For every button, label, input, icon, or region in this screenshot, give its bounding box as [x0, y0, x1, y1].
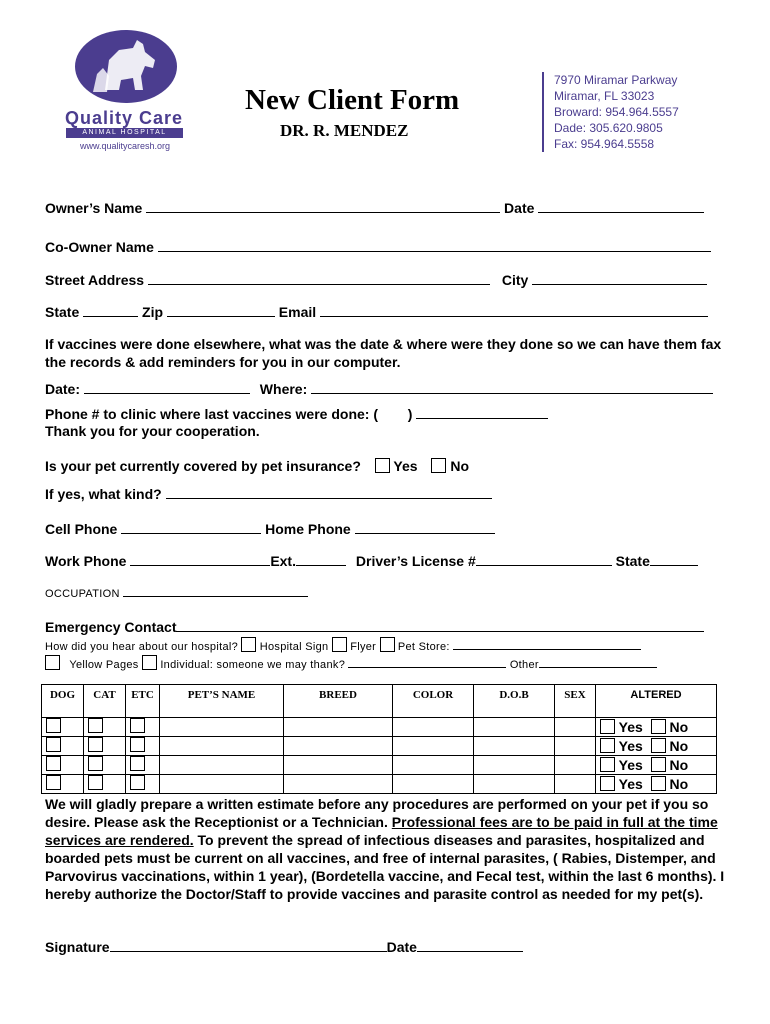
table-row [42, 756, 717, 775]
sex-cell[interactable] [555, 756, 596, 775]
doctor-name: DR. R. MENDEZ [280, 121, 409, 140]
date-label: Date [504, 200, 535, 216]
address-line: Miramar, FL 33023 [554, 89, 655, 103]
col-color: COLOR [393, 685, 474, 718]
signature-date-label: Date [386, 939, 417, 955]
other-label: Other [509, 659, 539, 671]
cat-checkbox[interactable] [88, 775, 103, 790]
color-cell[interactable] [393, 718, 474, 737]
color-cell[interactable] [393, 737, 474, 756]
signature-date-field[interactable] [417, 938, 523, 952]
breed-cell[interactable] [284, 775, 393, 794]
pet-store-field[interactable] [453, 639, 641, 650]
dob-cell[interactable] [474, 775, 555, 794]
pet-name-cell[interactable] [160, 737, 284, 756]
date-field[interactable] [538, 199, 704, 213]
clinic-phone-label: Phone # to clinic where last vaccines were done: ( [45, 406, 378, 422]
sex-cell[interactable] [555, 737, 596, 756]
dob-cell[interactable] [474, 718, 555, 737]
ext-label: Ext. [270, 553, 296, 569]
flyer-label: Flyer [350, 641, 377, 653]
ext-field[interactable] [296, 552, 346, 566]
work-phone-label: Work Phone [45, 553, 127, 569]
table-row [42, 775, 717, 794]
owner-name-label: Owner’s Name [45, 200, 143, 216]
pet-name-cell[interactable] [160, 756, 284, 775]
insurance-row [45, 458, 469, 474]
etc-checkbox[interactable] [130, 775, 145, 790]
etc-cell [126, 718, 160, 737]
individual-label: Individual: someone we may thank? [160, 659, 346, 671]
insurance-yes-checkbox[interactable] [375, 458, 390, 473]
insurance-question: Is your pet currently covered by pet insurance? [45, 458, 361, 474]
logo-url: www.qualitycaresh.org [80, 141, 171, 151]
altered-yes-checkbox[interactable] [600, 738, 615, 753]
form-title: New Client Form [245, 84, 460, 116]
altered-yes-checkbox[interactable] [600, 719, 615, 734]
col-etc: ETC [126, 685, 160, 718]
col-pet-name: PET’S NAME [160, 685, 284, 718]
sex-cell[interactable] [555, 775, 596, 794]
thanks-text: Thank you for your cooperation. [45, 423, 260, 439]
etc-cell [126, 737, 160, 756]
city-field[interactable] [532, 271, 707, 285]
dob-cell[interactable] [474, 756, 555, 775]
vaccine-date-label: Date: [45, 381, 81, 397]
insurance-kind-label: If yes, what kind? [45, 486, 162, 502]
dog-cell [42, 718, 84, 737]
clinic-phone-close: ) [407, 406, 413, 422]
color-cell[interactable] [393, 775, 474, 794]
dog-checkbox[interactable] [46, 718, 61, 733]
dog-checkbox[interactable] [46, 756, 61, 771]
license-state-field[interactable] [650, 552, 698, 566]
col-cat: CAT [84, 685, 126, 718]
emergency-field[interactable] [176, 618, 704, 632]
pets-table [41, 684, 717, 794]
breed-cell[interactable] [284, 718, 393, 737]
cat-checkbox[interactable] [88, 756, 103, 771]
state-field[interactable] [83, 303, 138, 317]
dog-checkbox[interactable] [46, 737, 61, 752]
table-row [42, 718, 717, 737]
emergency-row [45, 618, 704, 635]
dog-cell [42, 737, 84, 756]
etc-checkbox[interactable] [130, 737, 145, 752]
yellow-pages-checkbox[interactable] [45, 655, 60, 670]
breed-cell[interactable] [284, 737, 393, 756]
estimate-text-2: To prevent the spread of infectious diseases and parasites, hospitalized and boarded pets must be current on all vaccines, and free of internal parasites, ( Rabies, Distemper, and Parvovirus vaccinations, within 1 year), (Bordetella vaccine, and Fecal test, within the last 6 months). I hereby authorize the Doctor/Staff to provide vaccines and parasite control as needed for my pet(s). [45, 832, 725, 902]
etc-checkbox[interactable] [130, 756, 145, 771]
color-cell[interactable] [393, 756, 474, 775]
street-field[interactable] [148, 271, 490, 285]
occupation-field[interactable] [123, 586, 308, 597]
hospital-logo-emblem [75, 30, 177, 103]
estimate-text-1: We will gladly prepare a written estimate before any procedures are performed on your pet if you so desire. Please ask the Receptionist or a Technician. [45, 796, 709, 830]
occupation-label: OCCUPATION [45, 588, 120, 600]
etc-cell [126, 775, 160, 794]
insurance-kind-field[interactable] [166, 485, 492, 499]
co-owner-label: Co-Owner Name [45, 239, 154, 255]
co-owner-row [45, 238, 711, 255]
dog-cell [42, 756, 84, 775]
altered-no-label: No [669, 738, 689, 754]
owner-name-field[interactable] [146, 199, 500, 213]
cat-cell [84, 775, 126, 794]
estimate-paragraph [45, 795, 725, 903]
insurance-yes-label: Yes [393, 458, 418, 474]
referral-question: How did you hear about our hospital? [45, 641, 239, 653]
altered-no-checkbox[interactable] [651, 776, 666, 791]
other-field[interactable] [539, 657, 657, 668]
home-phone-field[interactable] [355, 520, 495, 534]
where-field[interactable] [311, 380, 713, 394]
referral-row-2 [45, 655, 657, 671]
co-owner-field[interactable] [158, 238, 711, 252]
col-dog: DOG [42, 685, 84, 718]
referral-row [45, 637, 641, 653]
phones-row [45, 520, 495, 537]
insurance-no-checkbox[interactable] [431, 458, 446, 473]
altered-cell [596, 756, 717, 775]
cat-checkbox[interactable] [88, 737, 103, 752]
clinic-phone-field[interactable] [416, 405, 548, 419]
table-header-row [42, 685, 717, 718]
etc-cell [126, 756, 160, 775]
altered-yes-checkbox[interactable] [600, 757, 615, 772]
home-phone-label: Home Phone [265, 521, 351, 537]
address-line: Fax: 954.964.5558 [554, 137, 655, 151]
vaccine-date-row [45, 380, 713, 397]
altered-no-checkbox[interactable] [651, 757, 666, 772]
altered-no-label: No [669, 757, 689, 773]
breed-cell[interactable] [284, 756, 393, 775]
dob-cell[interactable] [474, 737, 555, 756]
insurance-no-label: No [450, 458, 469, 474]
col-altered: ALTERED [596, 685, 717, 718]
col-sex: SEX [555, 685, 596, 718]
work-phone-field[interactable] [130, 552, 270, 566]
address-line: 7970 Miramar Parkway [554, 73, 678, 87]
altered-yes-label: Yes [618, 757, 643, 773]
state-row [45, 303, 708, 320]
altered-yes-label: Yes [618, 776, 643, 792]
etc-checkbox[interactable] [130, 718, 145, 733]
altered-no-label: No [669, 719, 689, 735]
where-label: Where: [259, 381, 308, 397]
hospital-address [542, 72, 714, 152]
vaccines-question: If vaccines were done elsewhere, what was the date & where were they done so we can have them fax the records & add reminders for you in our computer. [45, 336, 722, 370]
zip-field[interactable] [167, 303, 275, 317]
vaccine-date-field[interactable] [84, 380, 250, 394]
license-field[interactable] [476, 552, 612, 566]
signature-label: Signature [45, 939, 110, 955]
hospital-sign-checkbox[interactable] [241, 637, 256, 652]
col-breed: BREED [284, 685, 393, 718]
pet-name-cell[interactable] [160, 718, 284, 737]
table-row [42, 737, 717, 756]
address-line: Broward: 954.964.5557 [554, 105, 679, 119]
cat-cell [84, 718, 126, 737]
pet-store-checkbox[interactable] [380, 637, 395, 652]
flyer-checkbox[interactable] [332, 637, 347, 652]
dog-checkbox[interactable] [46, 775, 61, 790]
occupation-row [45, 586, 308, 600]
hospital-sign-label: Hospital Sign [259, 641, 329, 653]
sex-cell[interactable] [555, 718, 596, 737]
insurance-kind-row [45, 485, 492, 502]
altered-cell [596, 775, 717, 794]
cat-cell [84, 737, 126, 756]
altered-no-label: No [669, 776, 689, 792]
cell-phone-field[interactable] [121, 520, 261, 534]
address-line: Dade: 305.620.9805 [554, 121, 663, 135]
col-dob: D.O.B [474, 685, 555, 718]
emergency-label: Emergency Contact [45, 619, 177, 635]
clinic-phone-row [45, 405, 548, 422]
fees-notice: Professional fees are to be paid in full at the time services are rendered. [45, 814, 718, 848]
pet-store-label: Pet Store: [397, 641, 450, 653]
zip-label: Zip [142, 304, 164, 320]
work-row [45, 552, 698, 569]
altered-yes-checkbox[interactable] [600, 776, 615, 791]
pet-name-cell[interactable] [160, 775, 284, 794]
altered-yes-label: Yes [618, 738, 643, 754]
logo-name: Quality Care [65, 108, 184, 128]
altered-no-checkbox[interactable] [651, 738, 666, 753]
altered-yes-label: Yes [618, 719, 643, 735]
email-field[interactable] [320, 303, 708, 317]
signature-field[interactable] [110, 938, 387, 952]
license-state-label: State [615, 553, 650, 569]
altered-no-checkbox[interactable] [651, 719, 666, 734]
email-label: Email [278, 304, 317, 320]
individual-checkbox[interactable] [142, 655, 157, 670]
cat-cell [84, 756, 126, 775]
altered-cell [596, 737, 717, 756]
pet-silhouette-icon [75, 30, 177, 103]
street-row [45, 271, 707, 288]
state-label: State [45, 304, 80, 320]
individual-field[interactable] [348, 657, 506, 668]
license-label: Driver’s License # [355, 553, 476, 569]
cell-phone-label: Cell Phone [45, 521, 118, 537]
yellow-pages-label: Yellow Pages [69, 659, 139, 671]
city-label: City [501, 272, 529, 288]
logo-subtitle: ANIMAL HOSPITAL [66, 128, 183, 138]
street-label: Street Address [45, 272, 145, 288]
signature-row [45, 938, 523, 955]
dog-cell [42, 775, 84, 794]
cat-checkbox[interactable] [88, 718, 103, 733]
altered-cell [596, 718, 717, 737]
owner-row [45, 199, 704, 216]
